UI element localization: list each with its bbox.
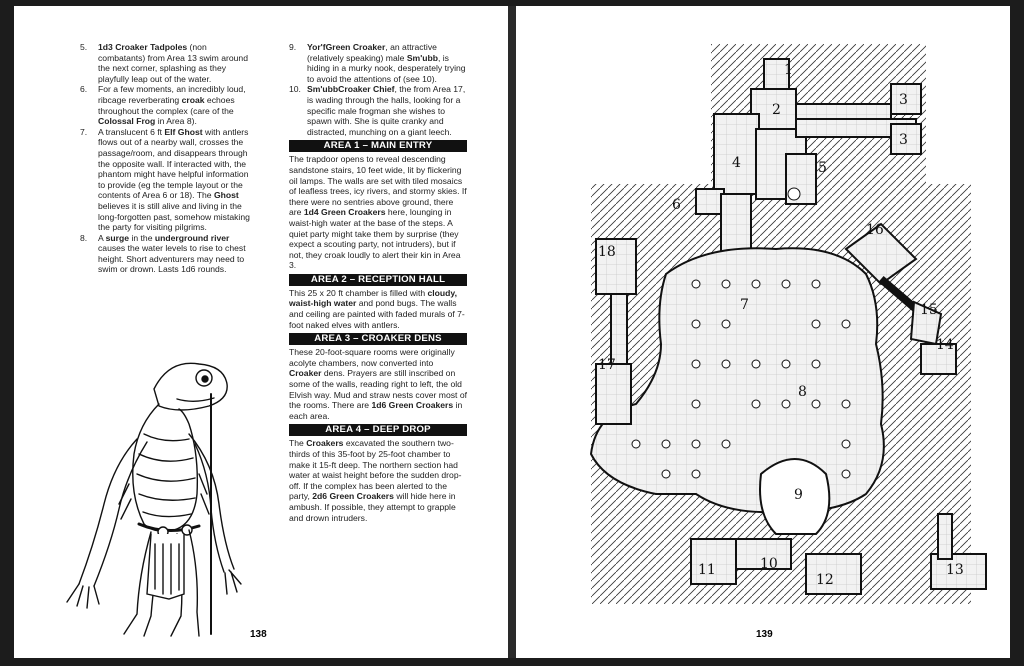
room-label-17: 17 bbox=[598, 357, 616, 373]
encounter-and-areas-column-2 bbox=[289, 42, 467, 523]
item-number: 8. bbox=[80, 232, 88, 243]
room-label-11: 11 bbox=[698, 562, 716, 578]
item-number: 6. bbox=[80, 84, 88, 95]
item-text: with antlers flows out of a nearby wall, crosses the passage/room, and disappears through the opposite wall. If interacted with, the phantom might have helpful information to provide (eg the temple layout or the contents of Area 6 or 18). The bbox=[98, 126, 249, 201]
item-bold-term: Ghost bbox=[213, 190, 239, 201]
room-label-16: 16 bbox=[866, 222, 884, 238]
section-body bbox=[289, 438, 467, 523]
item-text: A translucent 6 ft bbox=[98, 126, 165, 137]
item-bold-term: underground river bbox=[154, 232, 230, 243]
room-label-9: 9 bbox=[794, 487, 803, 503]
room-label-1: 1 bbox=[784, 62, 793, 78]
item-bold-term: Elf Ghost bbox=[164, 126, 203, 137]
section-body bbox=[289, 347, 467, 421]
section-text: The bbox=[289, 438, 307, 449]
frogman-illustration bbox=[59, 354, 249, 639]
item-text: (non combatants) from Area 13 swim around the next corner, splashing as they playfully leap out of the water. bbox=[98, 42, 248, 84]
section-bold-term: 1d4 Green Croakers bbox=[303, 207, 386, 218]
item-text: A bbox=[98, 232, 106, 243]
list-item bbox=[80, 127, 250, 233]
room-label-3b: 3 bbox=[899, 132, 908, 148]
item-bold-term: Green Croaker bbox=[325, 42, 386, 52]
dungeon-map bbox=[536, 44, 996, 604]
item-number: 9. bbox=[289, 42, 297, 52]
section-body bbox=[289, 288, 467, 330]
section-text: will hide here in ambush. If possible, they attempt to grapple and drown intruders. bbox=[289, 491, 456, 523]
room-label-12: 12 bbox=[816, 572, 834, 588]
section-text: excavated the southern two-thirds of this 35-foot by 25-foot chamber to make it 15-ft deep. The northern section had water at waist height before the sudden drop-off. If the complex has been alerted to the party, bbox=[289, 438, 462, 502]
item-bold-term: Sm'ubb bbox=[307, 84, 339, 95]
section-body bbox=[289, 154, 467, 271]
room-label-14: 14 bbox=[936, 337, 954, 353]
room-label-2: 2 bbox=[772, 102, 781, 118]
section-heading: AREA 1 – MAIN ENTRY bbox=[289, 140, 467, 152]
section-text: and pond bugs. The walls and ceiling are painted with faded murals of 7-foot naked elves with antlers. bbox=[289, 298, 465, 330]
section-bold-term: 1d6 Green Croakers bbox=[371, 400, 454, 411]
item-text: (see 10). bbox=[403, 73, 437, 84]
section-text: here, lounging in waist-high water at the base of the steps. A quiet party might take them by surprise (they expect a scouting party, not intruders), but if not, they croak loudly to alert their kin in Area 3. bbox=[289, 207, 461, 271]
room-label-10: 10 bbox=[760, 556, 778, 572]
item-number: 10. bbox=[289, 84, 301, 95]
item-text: , is hiding in a murky nook, desperately trying to avoid the attentions of bbox=[307, 52, 466, 84]
room-label-18: 18 bbox=[598, 244, 616, 260]
section-heading: AREA 3 – CROAKER DENS bbox=[289, 333, 467, 345]
section-text: in each area. bbox=[289, 400, 463, 421]
item-text: in Area 8). bbox=[155, 116, 197, 127]
item-text: causes the water levels to rise to chest height. Short adventurers may need to swim or drown. Lasts 1d6 rounds. bbox=[98, 243, 246, 275]
room-label-8: 8 bbox=[798, 384, 807, 400]
list-item bbox=[80, 233, 250, 275]
item-text: For a few moments, an incredibly loud, ribcage reverberating bbox=[98, 84, 246, 105]
section-heading: AREA 4 – DEEP DROP bbox=[289, 424, 467, 436]
item-text: in the bbox=[129, 232, 155, 243]
item-bold-term: Colossal Frog bbox=[98, 116, 156, 127]
room-label-3a: 3 bbox=[899, 92, 908, 108]
list-item bbox=[80, 42, 250, 84]
page-number-left: 138 bbox=[250, 629, 267, 640]
room-label-7: 7 bbox=[740, 297, 749, 313]
section-text: dens. Prayers are still inscribed on some of the walls, reading right to left, the old Elvish way. Mud and straw nests cover most of the rooms. There are bbox=[289, 368, 467, 411]
list-item bbox=[289, 84, 467, 137]
section-text: These 20-foot-square rooms were originally acolyte chambers, now converted into bbox=[289, 347, 455, 368]
item-text: , the bbox=[394, 84, 414, 95]
section-heading: AREA 2 – RECEPTION HALL bbox=[289, 274, 467, 286]
room-label-15: 15 bbox=[920, 302, 938, 318]
section-bold-term: cloudy, waist-high water bbox=[289, 287, 457, 309]
room-label-4: 4 bbox=[732, 155, 741, 171]
item-text: echoes throughout the complex (care of the bbox=[98, 94, 235, 116]
left-page bbox=[14, 6, 508, 658]
item-text: , an attractive (relatively speaking) male bbox=[307, 42, 437, 63]
right-page bbox=[516, 6, 1010, 658]
room-label-13: 13 bbox=[946, 562, 964, 578]
item-bold-term: surge bbox=[105, 232, 130, 243]
encounter-list-column-1 bbox=[80, 42, 250, 275]
section-text: The trapdoor opens to reveal descending sandstone stairs, 10 feet wide, lit by flickering oil lamps. The walls are set with tiled mosaics of leafless trees, icy rivers, and stormy skies. If there were no sentries above ground, there are bbox=[289, 154, 467, 218]
item-bold-term: 1d3 Croaker Tadpoles bbox=[98, 42, 188, 52]
item-bold-term: Croaker Chief bbox=[338, 84, 395, 95]
page-number-right: 139 bbox=[756, 629, 773, 640]
room-label-5: 5 bbox=[818, 160, 827, 176]
item-bold-term: Yor'f bbox=[307, 42, 326, 52]
item-text: from Area 17, is wading through the halls, looking for a specific male frogman she wishes to spawn with. She is quite cranky and distracted, munching on a giant leech. bbox=[307, 84, 466, 137]
section-bold-term: 2d6 Green Croakers bbox=[312, 491, 394, 502]
item-number: 5. bbox=[80, 42, 88, 52]
item-bold-term: croak bbox=[181, 94, 205, 105]
book-gutter bbox=[508, 6, 516, 658]
room-label-6: 6 bbox=[672, 197, 681, 213]
section-text: This 25 x 20 ft chamber is filled with bbox=[289, 287, 428, 298]
list-item bbox=[289, 42, 467, 84]
item-bold-term: Sm'ubb bbox=[406, 52, 438, 63]
list-item bbox=[80, 84, 250, 126]
section-bold-term: Croakers bbox=[306, 438, 344, 449]
section-bold-term: Croaker bbox=[289, 368, 322, 379]
item-number: 7. bbox=[80, 126, 88, 137]
item-text: believes it is still alive and living in the long-forgotten past, somehow mistaking the party for visiting pilgrims. bbox=[98, 200, 250, 233]
